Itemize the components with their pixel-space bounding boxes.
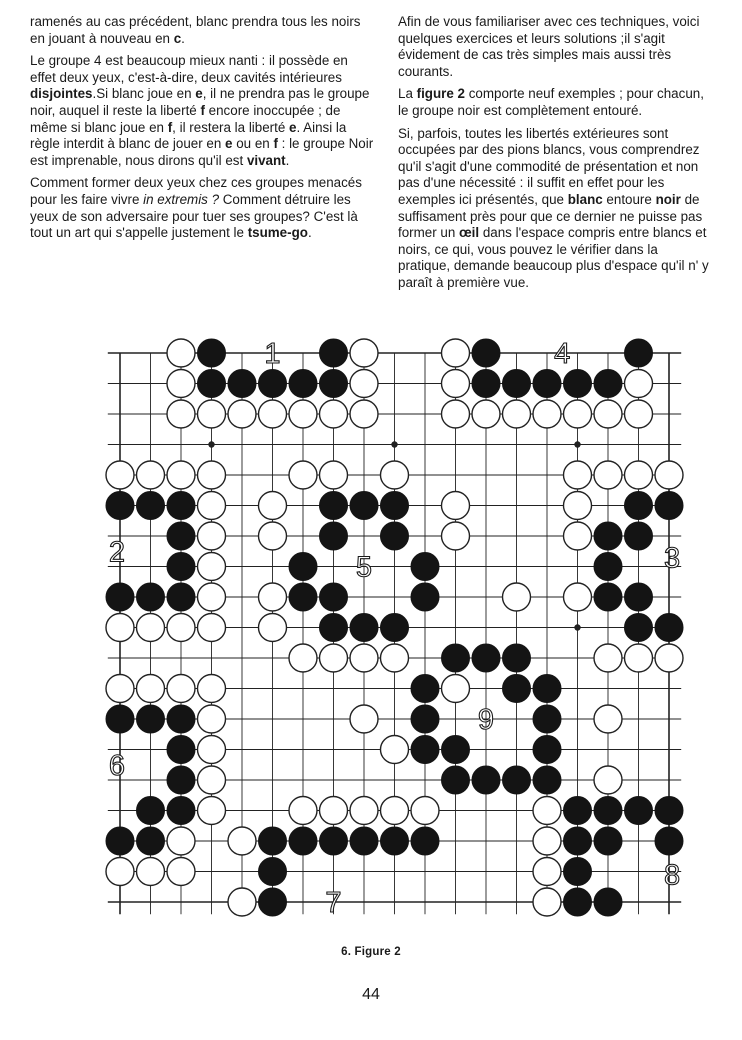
white-stone [625,370,653,398]
white-stone [167,339,195,367]
white-stone [137,675,165,703]
black-stone [167,705,195,733]
white-stone [564,492,592,520]
black-stone [503,644,531,672]
left-paragraph-3: Comment former deux yeux chez ces groupes menacés pour les faire vivre in extremis ? Comment détruire les yeux de son adversaire pour tuer ses groupes? C'est là tout un art qui s'appelle justement le tsume-go. [30,175,362,241]
black-stone [594,370,622,398]
white-stone [198,522,226,550]
black-stone [533,705,561,733]
white-stone [442,492,470,520]
white-stone [137,858,165,886]
black-stone [625,797,653,825]
black-stone [259,888,287,916]
black-stone [320,492,348,520]
problem-number-label: 2 [108,536,126,569]
black-stone [137,797,165,825]
white-stone [198,766,226,794]
white-stone [350,644,378,672]
black-stone [167,797,195,825]
white-stone [198,461,226,489]
black-stone [106,827,134,855]
star-point [574,441,580,447]
black-stone [625,339,653,367]
black-stone [137,827,165,855]
white-stone [289,400,317,428]
black-stone [625,522,653,550]
white-stone [350,400,378,428]
white-stone [350,370,378,398]
black-stone [594,583,622,611]
white-stone [198,492,226,520]
black-stone [594,797,622,825]
white-stone [198,705,226,733]
black-stone [564,827,592,855]
white-stone [198,675,226,703]
problem-number-label: 1 [264,338,281,370]
black-stone [167,522,195,550]
black-stone [320,827,348,855]
problem-number-label: 8 [663,859,681,892]
white-stone [655,461,683,489]
black-stone [655,492,683,520]
black-stone [259,370,287,398]
white-stone [167,827,195,855]
black-stone [320,614,348,642]
black-stone [381,522,409,550]
black-stone [594,553,622,581]
white-stone [381,797,409,825]
black-stone [289,827,317,855]
white-stone [167,614,195,642]
white-stone [625,400,653,428]
black-stone [503,675,531,703]
black-stone [655,827,683,855]
white-stone [503,400,531,428]
black-stone [533,370,561,398]
white-stone [198,614,226,642]
black-stone [381,492,409,520]
white-stone [350,705,378,733]
black-stone [594,827,622,855]
black-stone [503,766,531,794]
right-paragraph-1: Afin de vous familiariser avec ces techniques, voici quelques exercices et leurs solutions ;il s'agit évidement de cas très simples mais aussi très courants. [398,14,700,79]
white-stone [350,797,378,825]
black-stone [564,797,592,825]
page-number: 44 [362,986,380,1003]
black-stone [442,644,470,672]
problem-number-label: 4 [554,338,571,370]
black-stone [472,766,500,794]
black-stone [167,492,195,520]
black-stone [594,522,622,550]
white-stone [259,492,287,520]
white-stone [228,400,256,428]
white-stone [503,583,531,611]
white-stone [533,827,561,855]
white-stone [381,644,409,672]
black-stone [320,583,348,611]
white-stone [655,644,683,672]
black-stone [655,797,683,825]
black-stone [594,888,622,916]
white-stone [472,400,500,428]
black-stone [381,827,409,855]
problem-number-label: 6 [108,749,126,782]
white-stone [625,644,653,672]
white-stone [259,522,287,550]
white-stone [442,400,470,428]
white-stone [167,461,195,489]
left-paragraph-2: Le groupe 4 est beaucoup mieux nanti : il possède en effet deux yeux, c'est-à-dire, deux cavités intérieures disjointes.Si blanc joue en e, il ne prendra pas le groupe noir, auquel il reste la liberté f encore inoccupée ; de même si blanc joue en f, il restera la liberté e. Ainsi la règle interdit à blanc de jouer en e ou en f : le groupe Noir est imprenable, nous dirons qu'il est vivant. [30,53,374,168]
white-stone [381,736,409,764]
white-stone [198,553,226,581]
black-stone [442,766,470,794]
right-paragraph-3: Si, parfois, toutes les libertés extérieures sont occupées par des pions blancs, vous comprendrez qu'il s'agit d'une commodité de présentation et non pas d'une nécessité : il suffit en effet pour les exemples ici présentés, que blanc entoure noir de suffisament près pour que ce dernier ne puisse pas former un œil dans l'espace compris entre blancs et noirs, ce qui, vous pouvez le vérifier dans la pratique, demande beaucoup plus d'espace qu'il n' y paraît à première vue. [398,125,709,290]
white-stone [594,705,622,733]
white-stone [350,339,378,367]
white-stone [198,736,226,764]
black-stone [106,583,134,611]
white-stone [259,614,287,642]
white-stone [564,583,592,611]
white-stone [106,675,134,703]
black-stone [533,675,561,703]
white-stone [533,858,561,886]
white-stone [137,461,165,489]
black-stone [198,339,226,367]
white-stone [167,370,195,398]
white-stone [289,797,317,825]
black-stone [472,370,500,398]
figure-caption: 6. Figure 2 [341,946,401,958]
white-stone [442,675,470,703]
white-stone [106,858,134,886]
black-stone [411,675,439,703]
white-stone [320,797,348,825]
black-stone [289,553,317,581]
problem-number-label: 9 [477,704,495,736]
white-stone [106,461,134,489]
white-stone [564,461,592,489]
black-stone [411,736,439,764]
black-stone [228,370,256,398]
white-stone [594,400,622,428]
white-stone [320,400,348,428]
black-stone [198,370,226,398]
black-stone [167,736,195,764]
star-point [574,624,580,630]
white-stone [198,797,226,825]
white-stone [289,644,317,672]
star-point [208,441,214,447]
black-stone [137,492,165,520]
white-stone [533,797,561,825]
black-stone [533,766,561,794]
white-stone [594,461,622,489]
black-stone [137,705,165,733]
white-stone [137,614,165,642]
black-stone [106,705,134,733]
black-stone [259,827,287,855]
black-stone [167,766,195,794]
black-stone [625,614,653,642]
star-point [391,441,397,447]
black-stone [289,370,317,398]
white-stone [320,461,348,489]
white-stone [259,583,287,611]
black-stone [411,705,439,733]
black-stone [564,370,592,398]
black-stone [411,583,439,611]
white-stone [228,827,256,855]
black-stone [350,614,378,642]
black-stone [472,339,500,367]
black-stone [411,827,439,855]
black-stone [381,614,409,642]
white-stone [564,522,592,550]
black-stone [259,858,287,886]
white-stone [533,400,561,428]
white-stone [198,400,226,428]
black-stone [320,370,348,398]
black-stone [472,644,500,672]
black-stone [106,492,134,520]
black-stone [350,827,378,855]
white-stone [411,797,439,825]
black-stone [625,492,653,520]
black-stone [320,339,348,367]
black-stone [137,583,165,611]
black-stone [167,553,195,581]
white-stone [442,370,470,398]
white-stone [167,858,195,886]
right-paragraph-2: La figure 2 comporte neuf exemples ; pour chacun, le groupe noir est complètement entouré. [398,86,704,118]
white-stone [106,614,134,642]
white-stone [198,583,226,611]
problem-number-label: 5 [355,551,373,584]
black-stone [625,583,653,611]
white-stone [167,675,195,703]
black-stone [442,736,470,764]
black-stone [289,583,317,611]
black-stone [411,553,439,581]
white-stone [533,888,561,916]
black-stone [503,370,531,398]
problem-number-label: 7 [325,887,342,919]
black-stone [533,736,561,764]
white-stone [228,888,256,916]
white-stone [442,339,470,367]
white-stone [381,461,409,489]
white-stone [594,644,622,672]
white-stone [594,766,622,794]
black-stone [167,583,195,611]
white-stone [259,400,287,428]
white-stone [625,461,653,489]
problem-number-label: 3 [663,542,681,575]
white-stone [442,522,470,550]
black-stone [564,888,592,916]
black-stone [655,614,683,642]
black-stone [564,858,592,886]
white-stone [564,400,592,428]
black-stone [350,492,378,520]
white-stone [289,461,317,489]
black-stone [320,522,348,550]
white-stone [167,400,195,428]
left-paragraph-1: ramenés au cas précédent, blanc prendra tous les noirs en jouant à nouveau en c. [30,14,361,46]
white-stone [320,644,348,672]
